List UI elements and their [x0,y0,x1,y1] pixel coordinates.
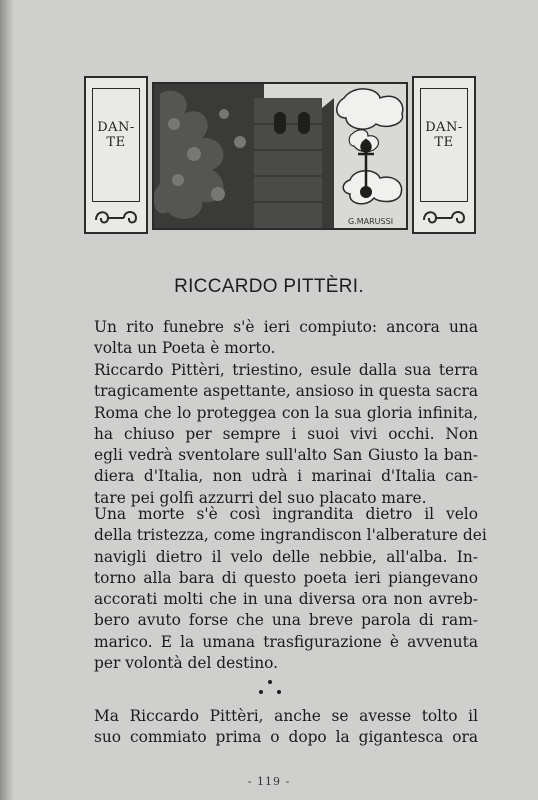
right-label-line: TE [434,135,454,150]
text-line: marico. E la umana trasfigurazione è avvenuta [94,632,478,651]
right-cartouche-label [414,120,474,150]
text-line: navigli dietro il velo delle nebbie, all'alba. In- [94,547,478,566]
text-line: ha chiuso per sempre i suoi vivi occhi. Non [94,424,478,443]
right-label-line: DAN- [425,120,463,135]
text-line: per volontà del destino. [94,654,279,673]
article-title: RICCARDO PITTÈRI. [174,276,364,297]
text-line: Una morte s'è così ingrandita dietro il velo [94,505,478,523]
paragraph-1 [94,317,478,360]
text-line: Roma che lo proteggea con la sua gloria infinita, [94,403,478,422]
text-line: egli vedrà sventolare sull'alto San Giusto la ban- [94,446,478,465]
asterism-icon [255,678,285,698]
paragraph-4 [94,706,478,749]
text-line: torno alla bara di questo poeta ieri piangevano [94,568,478,587]
left-cartouche [84,76,148,234]
paragraph-3 [94,504,487,674]
text-line: Un rito funebre s'è ieri compiuto: ancora una [94,318,478,336]
left-label-line: TE [106,135,126,150]
text-line: della tristezza, come ingrandiscon l'alberature dei [94,526,487,545]
castle-illustration [152,82,408,230]
text-line: Riccardo Pittèri, triestino, esule dalla sua terra [94,361,478,379]
paragraph-2 [94,360,478,509]
text-line: accorati molti che in una diversa ora non avreb- [94,590,478,609]
scroll-ornament-icon [420,206,468,226]
text-line: Ma Riccardo Pittèri, anche se avesse tolto il [94,707,478,725]
right-cartouche [412,76,476,234]
left-cartouche-label [86,120,146,150]
svg-text:G.MARUSSI: G.MARUSSI [348,217,394,226]
left-label-line: DAN- [97,120,135,135]
text-line: tare pei golfi azzurri del suo placato mare. [94,488,427,507]
page-binding-shadow [0,0,14,800]
page-number: - 119 - [247,775,291,788]
text-line: bero avuto forse che una breve parola di ram- [94,611,478,630]
scroll-ornament-icon [92,206,140,226]
text-line: volta un Poeta è morto. [94,339,276,358]
illustrated-header [84,76,476,234]
text-line: tragicamente aspettante, ansioso in questa sacra [94,382,478,401]
text-line: suo commiato prima o dopo la gigantesca ora [94,728,478,747]
text-line: diera d'Italia, non udrà i marinai d'Italia can- [94,467,478,486]
